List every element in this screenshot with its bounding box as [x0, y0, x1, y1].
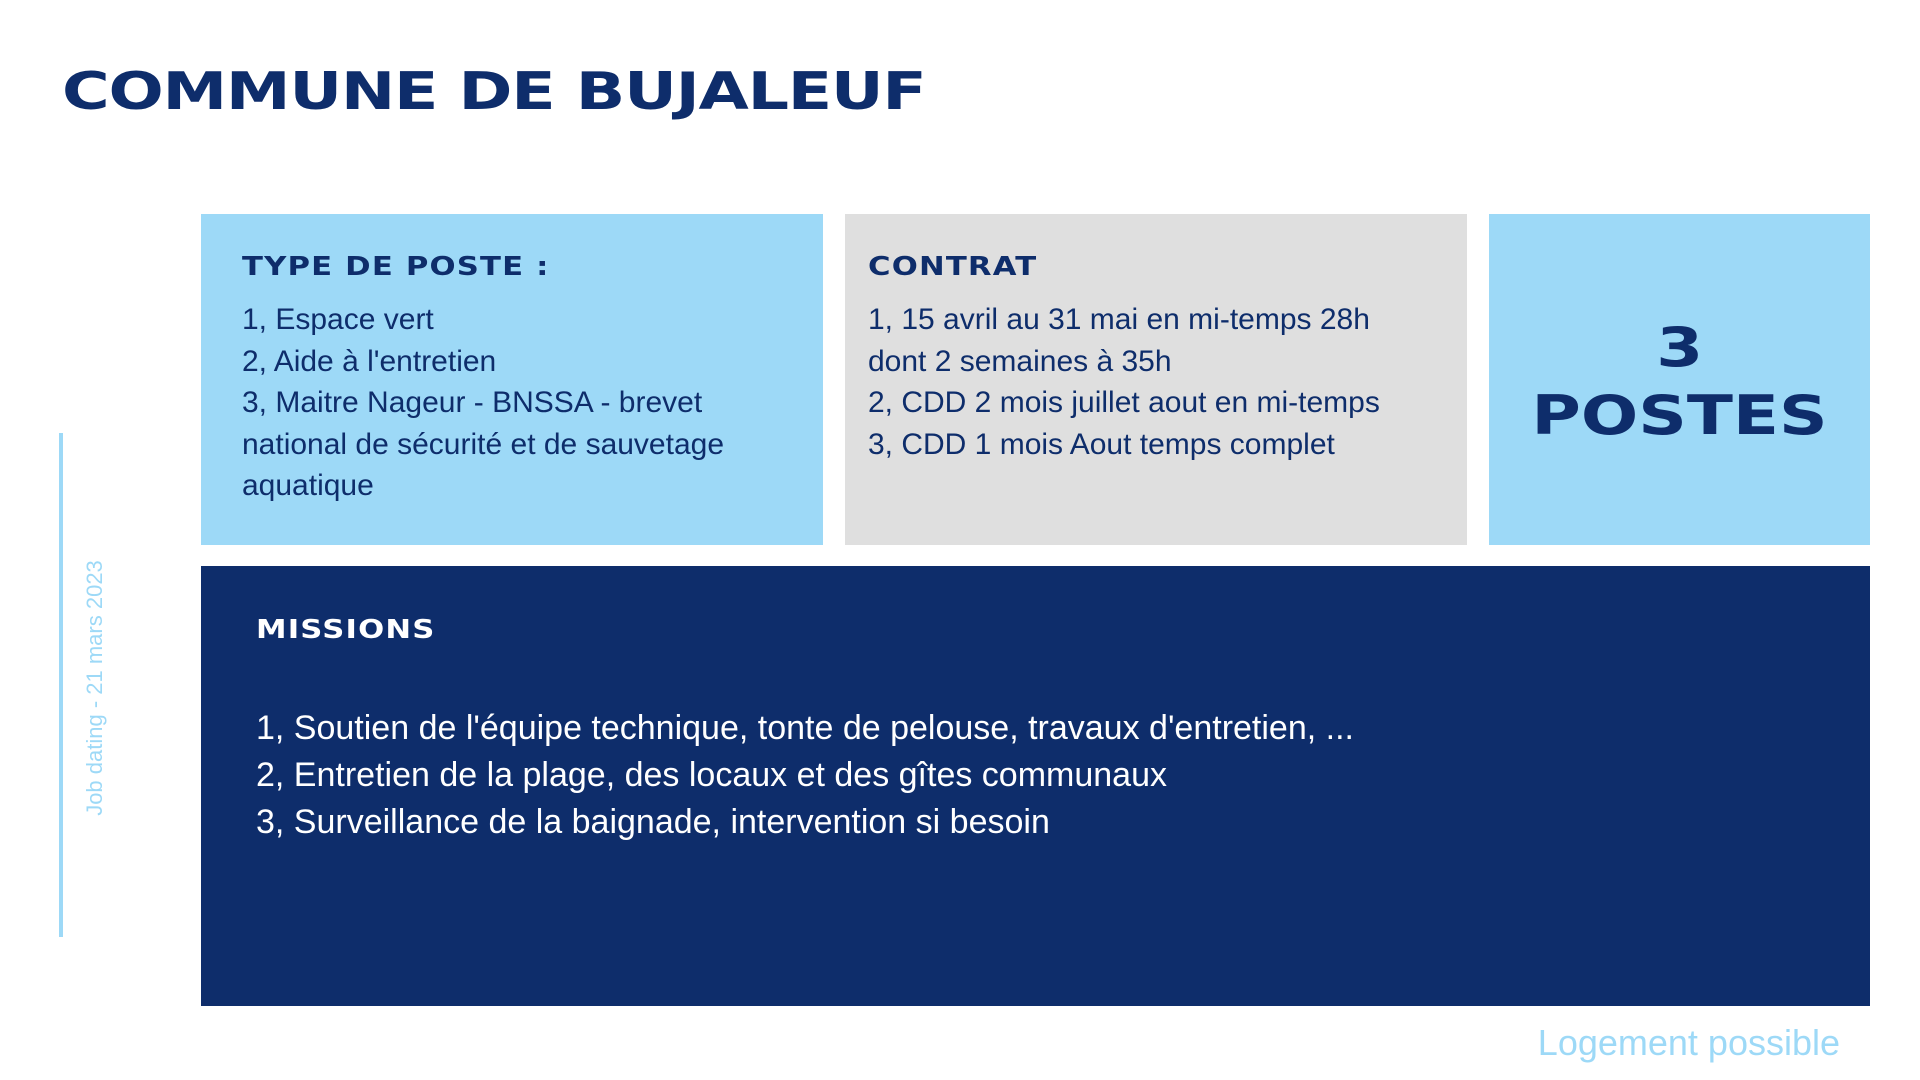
list-item: 1, Soutien de l'équipe technique, tonte de pelouse, travaux d'entretien, ...: [256, 709, 1354, 747]
list-item: 1, Espace vert: [242, 303, 434, 336]
list-item: 1, 15 avril au 31 mai en mi-temps 28h dont 2 semaines à 35h: [868, 303, 1370, 378]
list-item: 2, Aide à l'entretien: [242, 344, 497, 378]
postes-count: 3: [1656, 315, 1703, 379]
contrat-card: [845, 214, 1467, 545]
footer-note: Logement possible: [1537, 1022, 1840, 1063]
missions-card: [201, 566, 1870, 1006]
side-accent-line: [59, 433, 63, 937]
page-title: COMMUNE DE BUJALEUF: [62, 62, 926, 122]
list-item: 2, CDD 2 mois juillet aout en mi-temps: [868, 386, 1380, 419]
side-caption: Job dating - 21 mars 2023: [82, 560, 107, 816]
type-de-poste-heading: TYPE DE POSTE :: [242, 252, 550, 282]
missions-heading: MISSIONS: [256, 615, 436, 645]
missions-list: [256, 705, 1830, 846]
contrat-list: [868, 299, 1427, 465]
type-de-poste-card: [201, 214, 823, 545]
postes-label: POSTES: [1531, 383, 1828, 447]
list-item: 2, Entretien de la plage, des locaux et des gîtes communaux: [256, 756, 1167, 794]
list-item: 3, Maitre Nageur - BNSSA - brevet national de sécurité et de sauvetage aquatique: [242, 386, 725, 502]
postes-count-card: [1489, 214, 1870, 545]
contrat-heading: CONTRAT: [868, 252, 1038, 282]
list-item: 3, Surveillance de la baignade, intervention si besoin: [256, 803, 1050, 841]
list-item: 3, CDD 1 mois Aout temps complet: [868, 427, 1335, 461]
type-de-poste-list: [242, 299, 783, 507]
